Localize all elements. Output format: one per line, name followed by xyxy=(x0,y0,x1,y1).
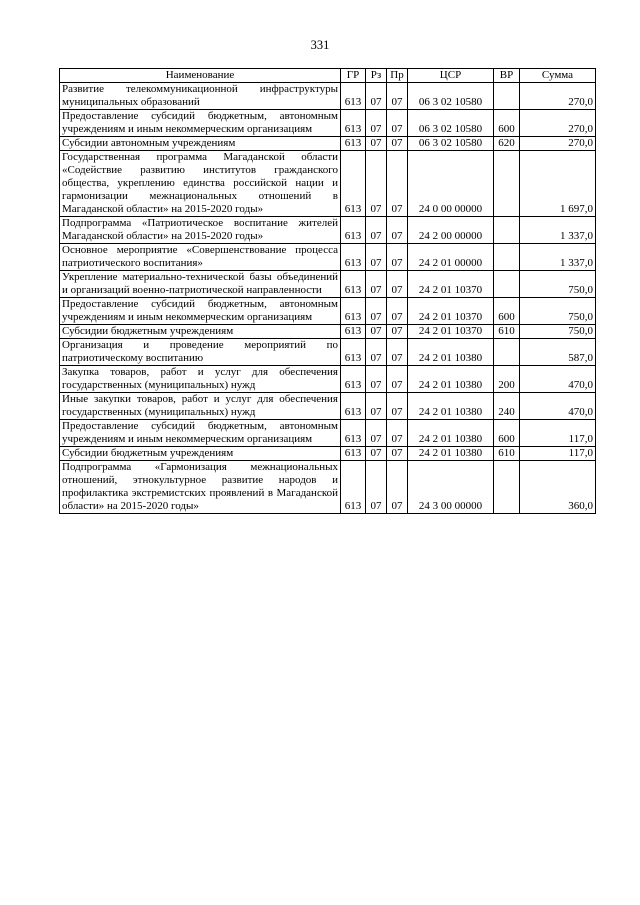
row-name-cell: Укрепление материально-технической базы объединений и организаций военно-патриотической направленности xyxy=(60,271,341,298)
table-row xyxy=(60,339,596,366)
row-vr-cell: 610 xyxy=(494,447,520,461)
row-pr-cell: 07 xyxy=(387,420,408,447)
row-pr-cell: 07 xyxy=(387,298,408,325)
row-gr-cell: 613 xyxy=(341,137,366,151)
table-row xyxy=(60,110,596,137)
row-csr-cell: 06 3 02 10580 xyxy=(408,110,494,137)
row-name-cell: Подпрограмма «Гармонизация межнациональных отношений, этнокультурное развитие народов и профилактика экстремистских проявлений в Магаданской области» на 2015-2020 годы» xyxy=(60,461,341,514)
row-sum-cell: 270,0 xyxy=(520,110,596,137)
header-csr: ЦСР xyxy=(408,69,494,83)
row-csr-cell: 24 2 01 10380 xyxy=(408,366,494,393)
header-gr: ГР xyxy=(341,69,366,83)
row-csr-cell: 24 3 00 00000 xyxy=(408,461,494,514)
row-rz-cell: 07 xyxy=(366,244,387,271)
row-vr-cell: 200 xyxy=(494,366,520,393)
row-pr-cell: 07 xyxy=(387,151,408,217)
header-name: Наименование xyxy=(60,69,341,83)
header-rz: Рз xyxy=(366,69,387,83)
row-sum-cell: 470,0 xyxy=(520,366,596,393)
row-rz-cell: 07 xyxy=(366,366,387,393)
row-name-cell: Государственная программа Магаданской области «Содействие развитию институтов гражданского общества, укреплению единства российской нации и гармонизации межнациональных отношений в Магаданской области» на 2015-2020 годы» xyxy=(60,151,341,217)
row-name-cell: Субсидии бюджетным учреждениям xyxy=(60,447,341,461)
table-row xyxy=(60,366,596,393)
row-sum-cell: 470,0 xyxy=(520,393,596,420)
row-rz-cell: 07 xyxy=(366,461,387,514)
table-row xyxy=(60,420,596,447)
row-rz-cell: 07 xyxy=(366,447,387,461)
row-vr-cell: 600 xyxy=(494,110,520,137)
row-sum-cell: 270,0 xyxy=(520,83,596,110)
row-rz-cell: 07 xyxy=(366,393,387,420)
table-row xyxy=(60,271,596,298)
row-sum-cell: 750,0 xyxy=(520,271,596,298)
row-name-cell: Организация и проведение мероприятий по патриотическому воспитанию xyxy=(60,339,341,366)
row-rz-cell: 07 xyxy=(366,420,387,447)
row-vr-cell: 610 xyxy=(494,325,520,339)
table-row xyxy=(60,461,596,514)
row-csr-cell: 24 2 01 10370 xyxy=(408,298,494,325)
row-rz-cell: 07 xyxy=(366,339,387,366)
table-row xyxy=(60,298,596,325)
row-pr-cell: 07 xyxy=(387,244,408,271)
row-sum-cell: 1 337,0 xyxy=(520,244,596,271)
row-gr-cell: 613 xyxy=(341,339,366,366)
row-vr-cell xyxy=(494,244,520,271)
row-pr-cell: 07 xyxy=(387,137,408,151)
row-vr-cell: 600 xyxy=(494,298,520,325)
row-rz-cell: 07 xyxy=(366,151,387,217)
row-csr-cell: 24 2 01 10380 xyxy=(408,447,494,461)
row-sum-cell: 117,0 xyxy=(520,420,596,447)
row-gr-cell: 613 xyxy=(341,271,366,298)
row-pr-cell: 07 xyxy=(387,110,408,137)
row-gr-cell: 613 xyxy=(341,110,366,137)
row-csr-cell: 24 2 01 10370 xyxy=(408,325,494,339)
row-rz-cell: 07 xyxy=(366,217,387,244)
page-number: 331 xyxy=(310,38,330,52)
row-pr-cell: 07 xyxy=(387,83,408,110)
table-row xyxy=(60,217,596,244)
row-sum-cell: 360,0 xyxy=(520,461,596,514)
row-vr-cell xyxy=(494,271,520,298)
row-name-cell: Основное мероприятие «Совершенствование процесса патриотического воспитания» xyxy=(60,244,341,271)
row-sum-cell: 270,0 xyxy=(520,137,596,151)
row-name-cell: Предоставление субсидий бюджетным, автономным учреждениям и иным некоммерческим организациям xyxy=(60,298,341,325)
row-gr-cell: 613 xyxy=(341,393,366,420)
row-vr-cell xyxy=(494,339,520,366)
row-csr-cell: 24 2 01 10380 xyxy=(408,339,494,366)
row-csr-cell: 24 2 01 00000 xyxy=(408,244,494,271)
row-name-cell: Иные закупки товаров, работ и услуг для обеспечения государственных (муниципальных) нужд xyxy=(60,393,341,420)
table-row xyxy=(60,325,596,339)
row-pr-cell: 07 xyxy=(387,271,408,298)
row-rz-cell: 07 xyxy=(366,325,387,339)
row-name-cell: Предоставление субсидий бюджетным, автономным учреждениям и иным некоммерческим организациям xyxy=(60,420,341,447)
row-name-cell: Предоставление субсидий бюджетным, автономным учреждениям и иным некоммерческим организациям xyxy=(60,110,341,137)
row-sum-cell: 117,0 xyxy=(520,447,596,461)
row-csr-cell: 24 2 00 00000 xyxy=(408,217,494,244)
table-row xyxy=(60,393,596,420)
row-gr-cell: 613 xyxy=(341,325,366,339)
row-csr-cell: 24 0 00 00000 xyxy=(408,151,494,217)
row-csr-cell: 06 3 02 10580 xyxy=(408,83,494,110)
table-row xyxy=(60,244,596,271)
row-vr-cell xyxy=(494,151,520,217)
header-sum: Сумма xyxy=(520,69,596,83)
row-gr-cell: 613 xyxy=(341,151,366,217)
row-pr-cell: 07 xyxy=(387,447,408,461)
row-pr-cell: 07 xyxy=(387,393,408,420)
row-csr-cell: 24 2 01 10370 xyxy=(408,271,494,298)
header-pr: Пр xyxy=(387,69,408,83)
row-name-cell: Субсидии бюджетным учреждениям xyxy=(60,325,341,339)
row-csr-cell: 24 2 01 10380 xyxy=(408,420,494,447)
row-name-cell: Субсидии автономным учреждениям xyxy=(60,137,341,151)
row-gr-cell: 613 xyxy=(341,83,366,110)
row-gr-cell: 613 xyxy=(341,298,366,325)
row-name-cell: Развитие телекоммуникационной инфраструктуры муниципальных образований xyxy=(60,83,341,110)
budget-table xyxy=(59,68,596,514)
table-row xyxy=(60,137,596,151)
row-name-cell: Закупка товаров, работ и услуг для обеспечения государственных (муниципальных) нужд xyxy=(60,366,341,393)
row-vr-cell xyxy=(494,217,520,244)
row-vr-cell xyxy=(494,461,520,514)
row-pr-cell: 07 xyxy=(387,217,408,244)
row-sum-cell: 587,0 xyxy=(520,339,596,366)
row-gr-cell: 613 xyxy=(341,420,366,447)
row-gr-cell: 613 xyxy=(341,217,366,244)
row-gr-cell: 613 xyxy=(341,366,366,393)
row-gr-cell: 613 xyxy=(341,461,366,514)
row-pr-cell: 07 xyxy=(387,461,408,514)
row-sum-cell: 750,0 xyxy=(520,298,596,325)
row-pr-cell: 07 xyxy=(387,366,408,393)
row-vr-cell xyxy=(494,83,520,110)
row-sum-cell: 1 697,0 xyxy=(520,151,596,217)
row-gr-cell: 613 xyxy=(341,447,366,461)
table-row xyxy=(60,447,596,461)
table-row xyxy=(60,83,596,110)
row-csr-cell: 06 3 02 10580 xyxy=(408,137,494,151)
table-row xyxy=(60,151,596,217)
row-rz-cell: 07 xyxy=(366,298,387,325)
row-name-cell: Подпрограмма «Патриотическое воспитание жителей Магаданской области» на 2015-2020 годы» xyxy=(60,217,341,244)
table-header-row xyxy=(60,69,596,83)
row-vr-cell: 600 xyxy=(494,420,520,447)
row-sum-cell: 1 337,0 xyxy=(520,217,596,244)
row-pr-cell: 07 xyxy=(387,325,408,339)
row-rz-cell: 07 xyxy=(366,137,387,151)
row-rz-cell: 07 xyxy=(366,83,387,110)
row-sum-cell: 750,0 xyxy=(520,325,596,339)
row-gr-cell: 613 xyxy=(341,244,366,271)
row-rz-cell: 07 xyxy=(366,271,387,298)
row-vr-cell: 620 xyxy=(494,137,520,151)
row-csr-cell: 24 2 01 10380 xyxy=(408,393,494,420)
row-pr-cell: 07 xyxy=(387,339,408,366)
header-vr: ВР xyxy=(494,69,520,83)
row-rz-cell: 07 xyxy=(366,110,387,137)
row-vr-cell: 240 xyxy=(494,393,520,420)
table-body xyxy=(60,83,596,514)
